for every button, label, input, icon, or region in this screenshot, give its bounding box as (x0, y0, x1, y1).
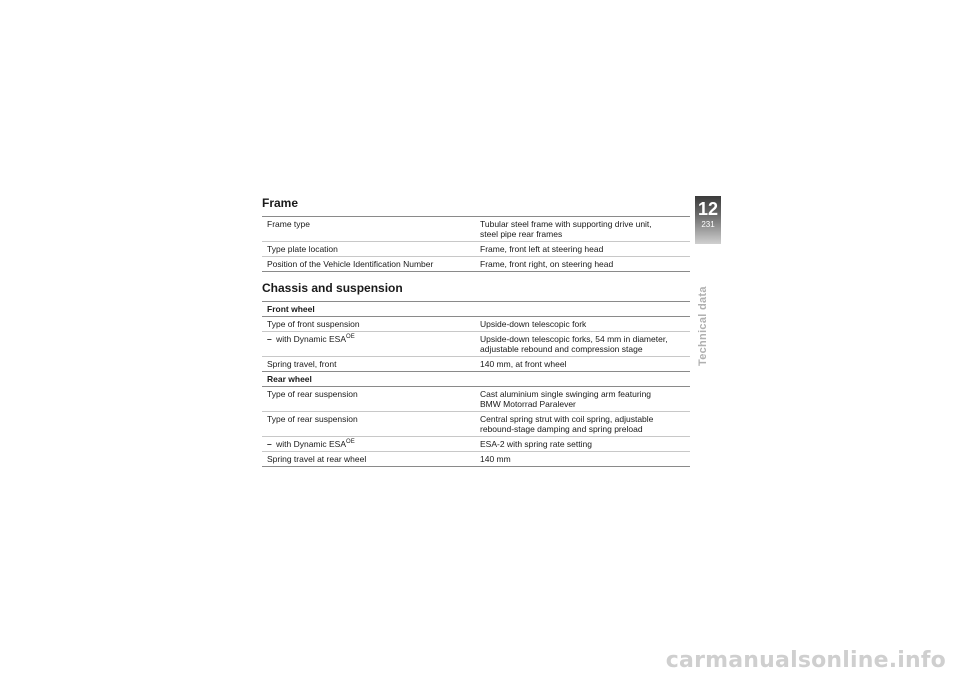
table-row (262, 452, 690, 467)
value-line: Tubular steel frame with supporting drive unit, (480, 219, 652, 229)
spec-label: Position of the Vehicle Identification Number (262, 257, 475, 272)
dash-marker: – (267, 439, 272, 449)
section-title-chassis: Chassis and suspension (262, 281, 403, 295)
page-number: 231 (701, 220, 715, 229)
spec-label: Type of front suspension (262, 317, 475, 332)
value-line: adjustable rebound and compression stage (480, 344, 643, 354)
spec-label: Spring travel at rear wheel (262, 452, 475, 467)
spec-value (475, 387, 690, 412)
label-text: with Dynamic ESA (276, 334, 347, 344)
spec-value: ESA-2 with spring rate setting (475, 437, 690, 452)
value-line: rebound-stage damping and spring preload (480, 424, 643, 434)
spec-value: 140 mm (475, 452, 690, 467)
page-content (262, 196, 690, 467)
dash-marker: – (267, 334, 272, 344)
subheading-row (262, 302, 690, 317)
value-line: BMW Motorrad Paralever (480, 399, 576, 409)
spec-label: Spring travel, front (262, 357, 475, 372)
spec-label (262, 437, 475, 452)
table-row (262, 437, 690, 452)
chapter-name: Technical data (697, 286, 709, 366)
table-row (262, 387, 690, 412)
chapter-number: 12 (697, 199, 719, 219)
subheading-row (262, 372, 690, 387)
table-row (262, 242, 690, 257)
watermark: carmanualsonline.info (665, 648, 946, 673)
spec-value (475, 412, 690, 437)
value-line: steel pipe rear frames (480, 229, 563, 239)
spec-value (475, 217, 690, 242)
spec-value: Upside-down telescopic fork (475, 317, 690, 332)
spec-value: 140 mm, at front wheel (475, 357, 690, 372)
table-row (262, 357, 690, 372)
spec-label (262, 332, 475, 357)
oe-superscript: OE (346, 439, 355, 446)
value-line: Cast aluminium single swinging arm featuring (480, 389, 652, 399)
chapter-tab (695, 196, 721, 244)
label-text: with Dynamic ESA (276, 439, 347, 449)
value-line: Central spring strut with coil spring, adjustable (480, 414, 654, 424)
table-row (262, 332, 690, 357)
chassis-table (262, 301, 690, 467)
subheading-rear-wheel: Rear wheel (262, 372, 690, 387)
table-row (262, 412, 690, 437)
section-title-frame: Frame (262, 196, 299, 210)
spec-label: Type plate location (262, 242, 475, 257)
oe-superscript: OE (346, 334, 355, 341)
spec-value (475, 332, 690, 357)
spec-value: Frame, front right, on steering head (475, 257, 690, 272)
subheading-front-wheel: Front wheel (262, 302, 690, 317)
table-row (262, 217, 690, 242)
spec-label: Type of rear suspension (262, 412, 475, 437)
spec-label: Type of rear suspension (262, 387, 475, 412)
spec-label: Frame type (262, 217, 475, 242)
frame-table (262, 216, 690, 272)
table-row (262, 257, 690, 272)
table-row (262, 317, 690, 332)
spec-value: Frame, front left at steering head (475, 242, 690, 257)
value-line: Upside-down telescopic forks, 54 mm in diameter, (480, 334, 668, 344)
